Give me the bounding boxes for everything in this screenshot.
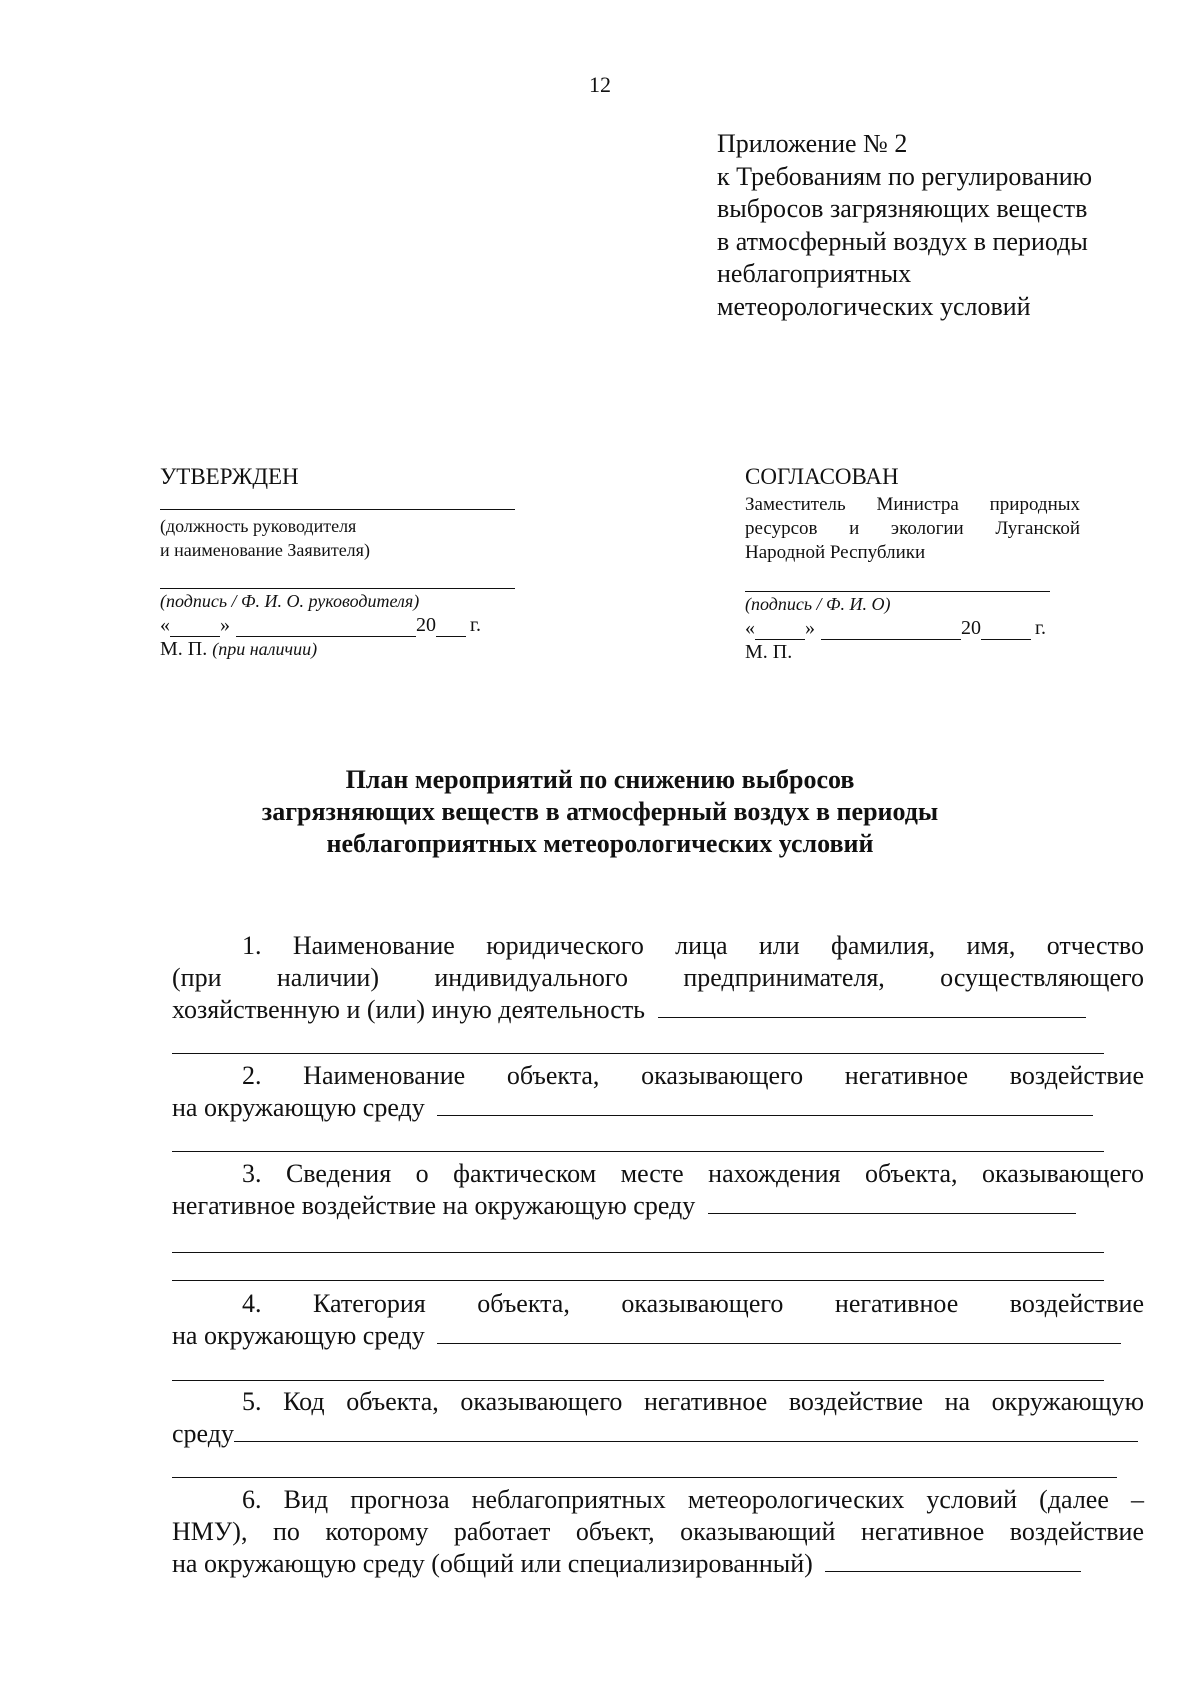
item-2-blank[interactable]: [437, 1093, 1093, 1116]
title-line: неблагоприятных метеорологических условий: [326, 829, 874, 858]
day-blank: [170, 618, 220, 637]
stamp-label: М. П.: [745, 641, 793, 663]
agreed-official: Народной Республики: [745, 542, 926, 563]
approved-heading: УТВЕРЖДЕН: [160, 464, 299, 489]
item-1-line: (при наличии) индивидуального предпринимателя, осуществляющего: [172, 963, 1144, 992]
stamp-line: [160, 637, 515, 661]
stamp-label: М. П.: [160, 638, 213, 660]
item-4-line: [172, 1320, 1144, 1352]
appendix-line: к Требованиям по регулированию: [717, 161, 1093, 191]
year-blank: [981, 621, 1031, 640]
appendix-line: Приложение № 2: [717, 129, 908, 158]
quote-open: «: [160, 614, 170, 636]
date-line: [745, 616, 1080, 640]
month-blank: [821, 621, 961, 640]
item-3-label: негативное воздействие на окружающую среду: [172, 1191, 696, 1220]
item-6-line: НМУ), по которому работает объект, оказывающий негативное воздействие: [172, 1517, 1144, 1546]
item-1-label: хозяйственную и (или) иную деятельность: [172, 995, 646, 1024]
appendix-reference: [717, 128, 1092, 323]
item-5-blank-line[interactable]: [172, 1477, 1117, 1478]
quote-close: »: [220, 614, 230, 636]
item-4-label: на окружающую среду: [172, 1321, 425, 1350]
quote-close: »: [805, 617, 815, 639]
appendix-line: в атмосферный воздух в периоды: [717, 226, 1088, 256]
appendix-line: метеорологических условий: [717, 291, 1031, 321]
item-3-blank-line[interactable]: [172, 1252, 1104, 1253]
item-2-blank-line[interactable]: [172, 1151, 1104, 1152]
item-2-label: на окружающую среду: [172, 1093, 425, 1122]
item-4-blank[interactable]: [437, 1321, 1121, 1344]
month-blank: [236, 618, 416, 637]
agreed-block: [745, 463, 1080, 664]
signature-hint: (подпись / Ф. И. О. руководителя): [160, 591, 420, 611]
year-suffix: г.: [470, 614, 481, 636]
day-blank: [755, 621, 805, 640]
item-4-blank-line[interactable]: [172, 1380, 1104, 1381]
item-3-blank-line[interactable]: [172, 1280, 1104, 1281]
item-5-blank[interactable]: [234, 1419, 1138, 1442]
item-3-line: [172, 1190, 1144, 1222]
agreed-official: Заместитель Министра природных: [745, 494, 1080, 515]
approved-block: [160, 463, 515, 661]
year-suffix: г.: [1035, 617, 1046, 639]
item-1-blank-line[interactable]: [172, 1053, 1104, 1054]
appendix-line: неблагоприятных: [717, 259, 912, 288]
agreed-heading: СОГЛАСОВАН: [745, 464, 899, 489]
item-6-line: 6. Вид прогноза неблагоприятных метеорологических условий (далее –: [242, 1485, 1144, 1514]
title-line: загрязняющих веществ в атмосферный воздух в периоды: [261, 797, 939, 826]
item-1-line: 1. Наименование юридического лица или фамилия, имя, отчество: [242, 931, 1144, 960]
item-2-line: [172, 1092, 1144, 1124]
quote-open: «: [745, 617, 755, 639]
item-5-line: 5. Код объекта, оказывающего негативное воздействие на окружающую: [242, 1387, 1144, 1416]
document-title: [0, 764, 1200, 860]
signature-hint: (подпись / Ф. И. О): [745, 594, 891, 614]
page-number: 12: [589, 72, 611, 97]
item-5-line: [172, 1418, 1144, 1450]
item-6-line: [172, 1548, 1144, 1580]
item-1-line: [172, 994, 1144, 1026]
position-hint: (должность руководителя: [160, 516, 357, 536]
title-line: План мероприятий по снижению выбросов: [345, 765, 855, 794]
position-hint: и наименование Заявителя): [160, 540, 370, 560]
item-4-line: 4. Категория объекта, оказывающего негативное воздействие: [242, 1289, 1144, 1318]
appendix-line: выбросов загрязняющих веществ: [717, 194, 1088, 223]
position-line: [160, 509, 515, 510]
item-1-blank[interactable]: [658, 995, 1086, 1018]
item-3-blank[interactable]: [708, 1191, 1076, 1214]
year-blank: [436, 618, 466, 637]
item-6-label: на окружающую среду (общий или специализированный): [172, 1549, 813, 1578]
item-2-line: 2. Наименование объекта, оказывающего негативное воздействие: [242, 1061, 1144, 1090]
stamp-note: (при наличии): [212, 639, 318, 659]
item-6-blank[interactable]: [825, 1549, 1081, 1572]
date-line: [160, 613, 515, 637]
year-prefix: 20: [961, 617, 981, 639]
year-prefix: 20: [416, 614, 436, 636]
agreed-official: ресурсов и экологии Луганской: [745, 518, 1080, 539]
item-3-line: 3. Сведения о фактическом месте нахождения объекта, оказывающего: [242, 1159, 1144, 1188]
item-5-label: среду: [172, 1419, 234, 1448]
